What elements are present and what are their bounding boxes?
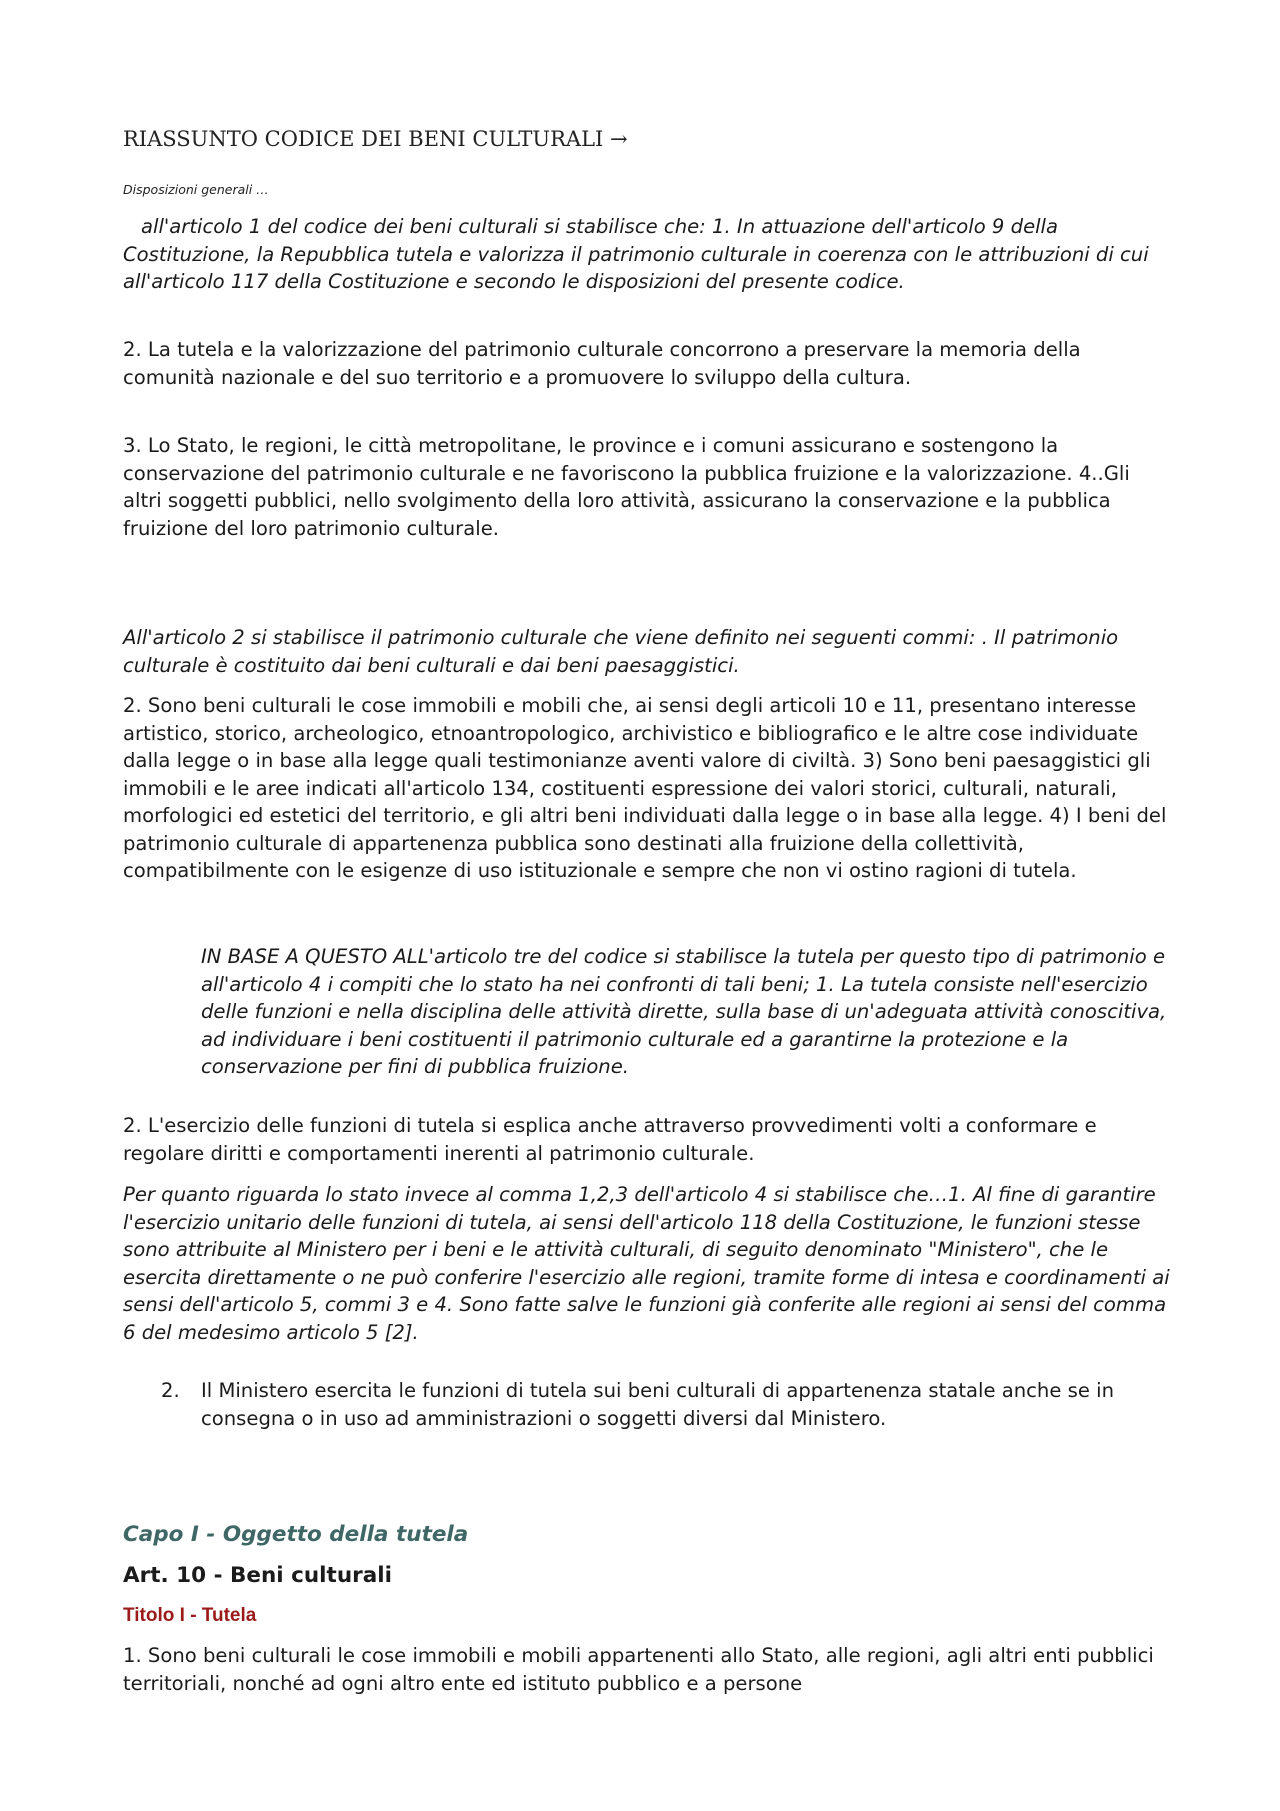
list-item xyxy=(161,1377,1173,1432)
paragraph-article-10: 1. Sono beni culturali le cose immobili e mobili appartenenti allo Stato, alle regioni, agli altri enti pubblici territoriali, nonché ad ogni altro ente ed istituto pubblico e a persone xyxy=(123,1644,1154,1695)
paragraph-article-4: Per quanto riguarda lo stato invece al comma 1,2,3 dell'articolo 4 si stabilisce che…1. Al fine di garantire l'esercizio unitario delle funzioni di tutela, ai sensi dell'articolo 118 della Costituzione, le funzioni stesse sono attribuite al Ministero per i beni e le attività culturali, di seguito denominato "Ministero", che le esercita direttamente o ne può conferire l'esercizio alle regioni, tramite forme di intesa e coordinamenti ai sensi dell'articolo 5, commi 3 e 4. Sono fatte salve le funzioni già conferite alle regioni ai sensi del comma 6 del medesimo articolo 5 [2]. xyxy=(123,1183,1170,1344)
capo-heading: Capo I - Oggetto della tutela xyxy=(123,1522,469,1547)
paragraph-article-2-commi: 2. Sono beni culturali le cose immobili e mobili che, ai sensi degli articoli 10 e 11, presentano interesse artistico, storico, archeologico, etnoantropologico, archivistico e bibliografico e le altre cose individuate dalla legge o in base alla legge quali testimonianze aventi valore di civiltà. 3) Sono beni paesaggistici gli immobili e le aree indicati all'articolo 134, costituenti espressione dei valori storici, culturali, naturali, morfologici ed estetici del territorio, e gli altri beni individuati dalla legge o in base alla legge. 4) I beni del patrimonio culturale di appartenenza pubblica sono destinati alla fruizione della collettività, compatibilmente con le esigenze di uso istituzionale e sempre che non vi ostino ragioni di tutela. xyxy=(123,694,1167,882)
paragraph-article-3-comma-2: 2. L'esercizio delle funzioni di tutela si esplica anche attraverso provvedimenti volti a conformare e regolare diritti e comportamenti inerenti al patrimonio culturale. xyxy=(123,1114,1097,1165)
paragraph-article-1-comma-2: 2. La tutela e la valorizzazione del patrimonio culturale concorrono a preservare la memoria della comunità nazionale e del suo territorio e a promuovere lo sviluppo della cultura. xyxy=(123,338,1081,389)
paragraph-article-2: All'articolo 2 si stabilisce il patrimonio culturale che viene definito nei seguenti commi: . Il patrimonio culturale è costituito dai beni culturali e dai beni paesaggistici. xyxy=(123,626,1119,677)
document-title: RIASSUNTO CODICE DEI BENI CULTURALI → xyxy=(123,127,628,151)
document-subtitle: Disposizioni generali … xyxy=(123,182,269,197)
paragraph-article-1: all'articolo 1 del codice dei beni culturali si stabilisce che: 1. In attuazione dell'articolo 9 della Costituzione, la Repubblica tutela e valorizza il patrimonio culturale in coerenza con le attribuzioni di cui all'articolo 117 della Costituzione e secondo le disposizioni del presente codice. xyxy=(123,215,1149,293)
article-heading: Art. 10 - Beni culturali xyxy=(123,1563,392,1588)
list-item-text: Il Ministero esercita le funzioni di tutela sui beni culturali di appartenenza statale anche se in consegna o in uso ad amministrazioni o soggetti diversi dal Ministero. xyxy=(201,1379,1114,1430)
titolo-heading: Titolo I - Tutela xyxy=(123,1605,257,1626)
quote-article-3: IN BASE A QUESTO ALL'articolo tre del codice si stabilisce la tutela per questo tipo di patrimonio e all'articolo 4 i compiti che lo stato ha nei confronti di tali beni; 1. La tutela consiste nell'esercizio delle funzioni e nella disciplina delle attività dirette, sulla base di un'adeguata attività conoscitiva, ad individuare i beni costituenti il patrimonio culturale ed a garantirne la protezione e la conservazione per fini di pubblica fruizione. xyxy=(201,945,1167,1078)
paragraph-article-1-comma-3-4: 3. Lo Stato, le regioni, le città metropolitane, le province e i comuni assicurano e sostengono la conservazione del patrimonio culturale e ne favoriscono la pubblica fruizione e la valorizzazione. 4..Gli altri soggetti pubblici, nello svolgimento della loro attività, assicurano la conservazione e la pubblica fruizione del loro patrimonio culturale. xyxy=(123,434,1130,540)
list-marker: 2. xyxy=(161,1379,180,1402)
